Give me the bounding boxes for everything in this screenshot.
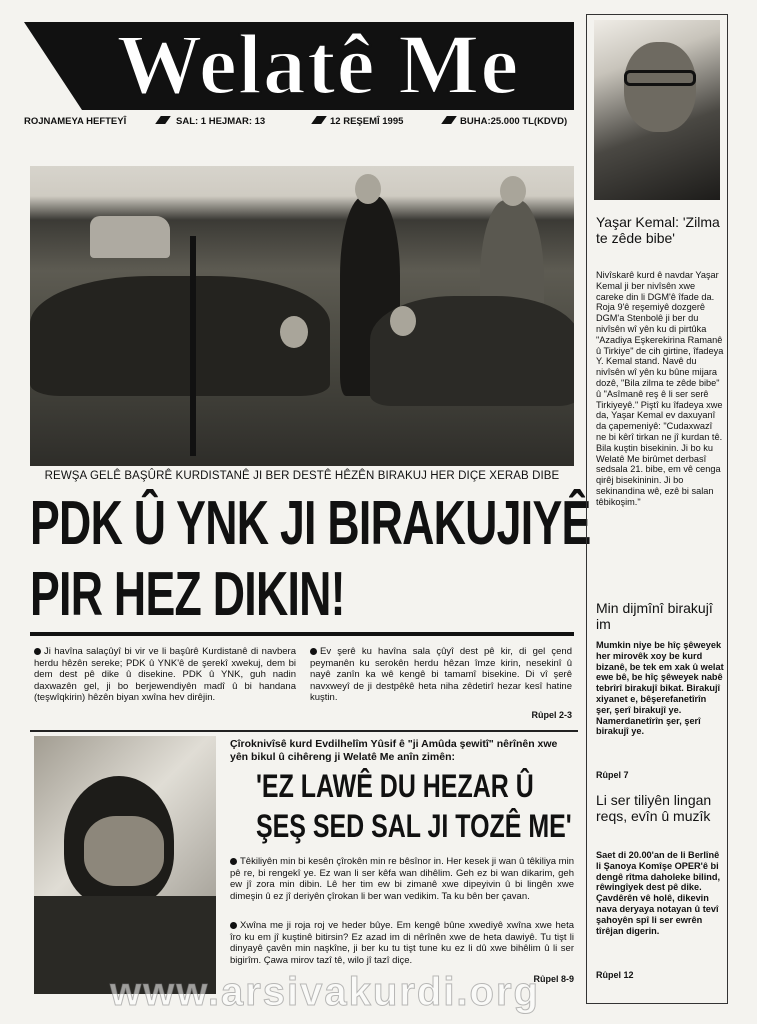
lead-col1-text: Ji havîna salaçûyî bi vir ve li başûrê Kurdistanê di navbera herdu hêzên sereke; PDK û YNK'ê de şerekî xwekuj, dem bi dem dest pê dike û disekine. PDK û YNK, guh nadin daxwazên gel, ji bo berjewendiyên madî û bi handana (teşwîqkirin) hêzên biyan xwîna hev dirêjin.	[34, 646, 296, 703]
lead-column-2	[310, 646, 572, 704]
glasses-icon	[624, 70, 696, 86]
figure-head	[390, 306, 416, 336]
yasar-kemal-photo	[594, 20, 720, 200]
site-watermark: www.arsivakurdi.org	[110, 970, 540, 1014]
lead-photo-peshmerga	[30, 166, 574, 466]
figure-head	[280, 316, 308, 348]
sidebar-story2-ref: Rûpel 7	[596, 770, 629, 780]
bullet-icon	[310, 648, 317, 655]
bullet-icon	[34, 648, 41, 655]
lead-headline-line1: PDK Û YNK JI BIRAKUJIYÊ	[30, 489, 591, 558]
author-face	[84, 816, 164, 886]
lead-col2-text: Ev şerê ku havîna sala çûyî dest pê kir, di gel çend peymanên ku serokên herdu hêzan îmze kirin, nesekinî û nayê zanîn ka wê kengê bi tamamî bisekine. Di vî şerê navxweyî de ji destpêkê heta niha zêdetirî hezar kesî hatine kuştin.	[310, 646, 572, 703]
sidebar-story3-ref: Rûpel 12	[596, 970, 634, 980]
story2-headline-line1: 'EZ LAWÊ DU HEZAR Û	[256, 768, 534, 804]
lead-headline-line2: PIR HEZ DIKIN!	[30, 560, 345, 629]
story2-para1	[230, 856, 574, 902]
sidebar-story2-text: Mumkin niye be hîç şêweyek her mirovêk xoy be kurd bizanê, be tek em xak û welat ewe bê, be hîç şêweyek nabê tebrîrî birakujî bikat. Birakujî xiyanet e, bêşerefanetîrîn şer, şerî birakujî ye. Namerdanetîrîn şer, şerî birakujî ye.	[596, 640, 724, 737]
story2-page-ref: Rûpel 8-9	[533, 974, 574, 984]
lead-kicker: REWŞA GELÊ BAŞÛRÊ KURDISTANÊ JI BER DESTÊ HÊZÊN BIRAKUJ HER DIÇE XERAB DIBE	[44, 470, 560, 482]
rifle-shape	[190, 236, 196, 456]
dateline	[24, 116, 576, 130]
sidebar-story3-text: Saet di 20.00'an de li Berlînê li Şanoya Komîşe OPER'ê bi dengê rîtma daholeke bilind, rêwingîyek dest pê dike. Çavdêrên vê holê, dikevin nava deryaya notayan û tevî şahoyên spî li ser ewrên tîrêjan digerin.	[596, 850, 721, 936]
divider-icon	[441, 116, 457, 124]
lead-column-1	[34, 646, 296, 704]
sidebar-story1-head: Yaşar Kemal: 'Zilma te zêde bibe'	[596, 214, 720, 246]
masthead	[24, 14, 576, 110]
bullet-icon	[230, 858, 237, 865]
sidebar-story3-head: Li ser tiliyên lingan reqs, evîn û muzîk	[596, 792, 712, 824]
headline-rule	[30, 632, 574, 636]
author-photo	[34, 736, 216, 994]
figure-head	[500, 176, 526, 206]
divider-icon	[311, 116, 327, 124]
newspaper-title: Welatê Me	[116, 16, 520, 112]
sidebar-story1-text: Nivîskarê kurd ê navdar Yaşar Kemal ji ber nivîsên xwe careke din li DGM'ê îfade da. Roja 9'ê reşemiyê dozgerê DGM'a Stenbolê ji ber du nivîsên wî yên ku di pirtûka "Azadiya Eşkerekirina Ramanê û Tirkiye" de cih girtine, îfadeya Y. Kemal stand. Navê du nivîsên wî yên ku bûne mijara dozê, "Bila zilma te zêde bibe" û "Asîmanê reş ê li ser serê Tirkiyeyê." Piştî ku îfadeya xwe da, Yaşar Kemal ev daxuyanî da çapemeniyê: "Cudaxwazî ne bi kêrî tirkan ne jî kurdan tê. Bila kuştin bisekinin. Ji bo ku Welatê Me birûmet derbasî sedsala 21. bibe, em vê cenga qirêj bisekininin. Ji bo sekinandina wê, ezê bi salan têbikoşim."	[596, 270, 724, 507]
paper-type: ROJNAMEYA HEFTEYÎ	[24, 116, 127, 127]
sidebar-story2-head: Min dijmînî birakujî im	[596, 600, 713, 632]
issue-date: 12 REŞEMÎ 1995	[330, 116, 404, 127]
lead-page-ref: Rûpel 2-3	[531, 710, 572, 720]
issue-number: SAL: 1 HEJMAR: 13	[176, 116, 266, 127]
bullet-icon	[230, 922, 237, 929]
figure-head	[355, 174, 381, 204]
car-shape	[90, 216, 170, 258]
story2-para2	[230, 920, 574, 966]
story2-headline-line2: ŞEŞ SED SAL JI TOZÊ ME'	[256, 808, 572, 844]
story2-para2-text: Xwîna me ji roja roj ve heder bûye. Em kengê bûne xwediyê xwîna xwe heta îro ku em jî kuştinê bitirsin? Ez azad im di nêrînên xwe de heta dawiyê. Tu tişt li dinyayê çavên min naşkîne, ji ber ku tu tişt tune ku ez li dû xwe bihêlim û li ser bigirîm. Çawa mirov tazî tê, wilo jî tazî diçe.	[230, 920, 574, 966]
divider-icon	[155, 116, 171, 124]
story2-para1-text: Têkiliyên min bi kesên çîrokên min re bêsînor in. Her kesek ji wan û têkiliya min pê re, bi rengekî ye. Ez wan li ser kêfa wan dihêlim. Geh ez bi wan dikarim, geh ew jî zora min dibin. Lê her tim ew bi zimanê xwe dipeyivin û bi lingên xwe dimeşin û ez jî deriyên çîrokan li ber wan vedikim. Ta ku bên ber çavan.	[230, 856, 574, 902]
section-divider	[30, 730, 578, 732]
issue-price: BUHA:25.000 TL(KDVD)	[460, 116, 568, 127]
portrait-face	[624, 42, 696, 132]
story2-subhead: Çîroknivîsê kurd Evdilhelîm Yûsif ê "ji Amûda şewitî" nêrînên xwe yên bikul û cihêreng ji Welatê Me anîn zimên:	[230, 738, 558, 763]
